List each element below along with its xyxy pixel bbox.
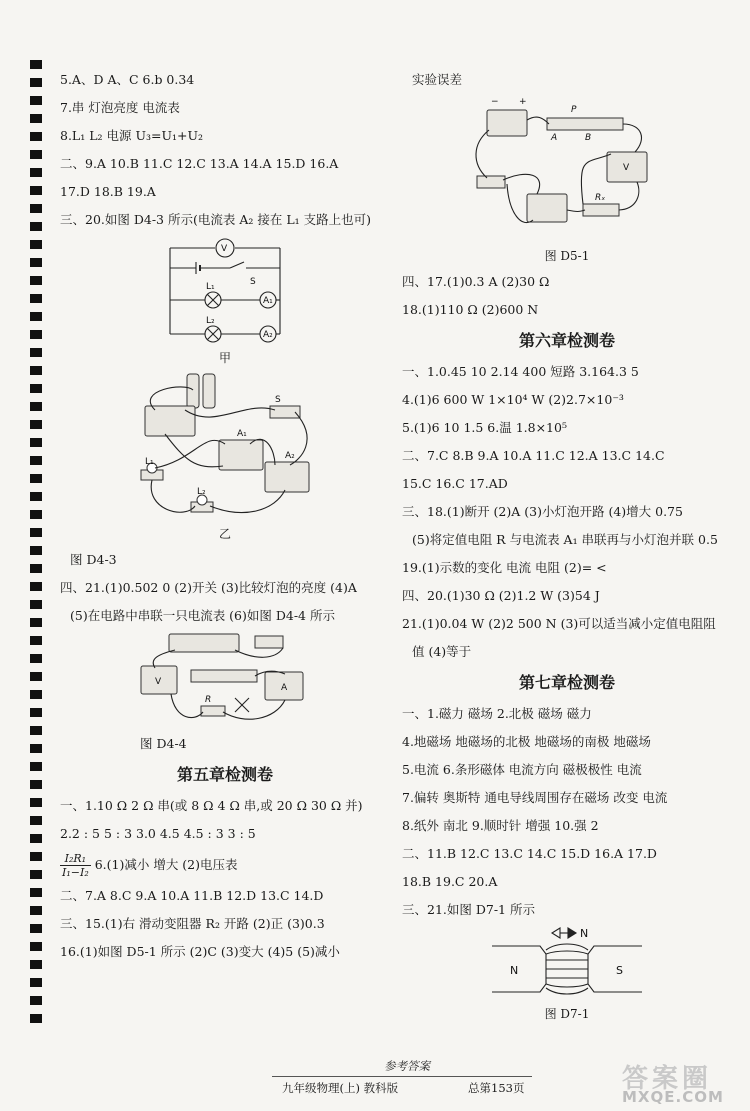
ammeter-a1-label: A₁ <box>263 296 273 306</box>
answer-line: 一、1.磁力 磁场 2.北极 磁场 磁力 <box>402 706 592 721</box>
magnet-s-label: S <box>616 964 623 977</box>
answer-line: 值 (4)等于 <box>412 644 472 659</box>
fraction-numerator: I₂R₁ <box>60 852 91 866</box>
answer-line: 7.偏转 奥斯特 通电导线周围存在磁场 改变 电流 <box>402 790 668 805</box>
answer-line: (5)将定值电阻 R 与电流表 A₁ 串联再与小灯泡并联 0.5 <box>412 532 718 547</box>
needle-n-label: N <box>580 927 589 940</box>
answer-line: 5.电流 6.条形磁体 电流方向 磁极极性 电流 <box>402 762 642 777</box>
magnet-n-label: N <box>510 964 519 977</box>
answer-line: 15.C 16.C 17.AD <box>402 476 508 491</box>
answer-line: 5.A、D A、C 6.b 0.34 <box>60 72 195 87</box>
right-column <box>402 66 732 1026</box>
answer-text: 6.(1)减小 增大 (2)电压表 <box>94 857 238 872</box>
answer-line: 二、9.A 10.B 11.C 12.C 13.A 14.A 15.D 16.A <box>60 156 339 171</box>
answer-line: 实验误差 <box>412 72 463 87</box>
slider-p-label: P <box>571 105 577 115</box>
battery-plus-label: + <box>519 97 527 107</box>
binding-edge-marks <box>30 60 44 1040</box>
answer-line: 17.D 18.B 19.A <box>60 184 156 199</box>
resistor-rx-label: Rₓ <box>595 193 606 203</box>
answer-line: 一、1.10 Ω 2 Ω 串(或 8 Ω 4 Ω 串,或 20 Ω 30 Ω 并) <box>60 798 363 813</box>
svg-text:A: A <box>281 683 288 693</box>
wiring-diagram-yi <box>125 370 325 522</box>
footer-reference-label: 参考答案 <box>384 1059 430 1073</box>
fraction-denominator: I₁−I₂ <box>62 866 89 879</box>
footer-page-number: 总第153页 <box>468 1081 525 1095</box>
chapter5-title: 第五章检测卷 <box>176 765 273 784</box>
fraction <box>60 852 91 879</box>
terminal-a-label: A <box>551 133 558 143</box>
watermark-text: 答案圈 <box>622 1064 713 1094</box>
answer-line: 18.B 19.C 20.A <box>402 874 498 889</box>
voltmeter-label: V <box>221 244 228 254</box>
answer-line: 二、11.B 12.C 13.C 14.C 15.D 16.A 17.D <box>402 846 657 861</box>
answer-line: (5)在电路中串联一只电流表 (6)如图 D4-4 所示 <box>70 608 335 623</box>
watermark <box>618 1058 742 1108</box>
figure-caption-d4-3: 图 D4-3 <box>70 552 117 567</box>
lamp-l1-label: L₁ <box>145 457 154 467</box>
answer-line: 5.(1)6 10 1.5 6.温 1.8×10⁵ <box>402 420 567 435</box>
answer-line-fraction <box>60 848 390 882</box>
answer-line: 4.地磁场 地磁场的北极 地磁场的南极 地磁场 <box>402 734 651 749</box>
wiring-diagram-d4-4 <box>135 630 315 730</box>
answer-line: 18.(1)110 Ω (2)600 N <box>402 302 539 317</box>
wiring-diagram-d5-1 <box>467 94 667 244</box>
chapter7-title: 第七章检测卷 <box>518 673 615 692</box>
answer-line: 2.2 : 5 5 : 3 3.0 4.5 4.5 : 3 3 : 5 <box>60 826 256 841</box>
figure-caption-d5-1: 图 D5-1 <box>544 249 590 263</box>
answer-line: 三、18.(1)断开 (2)A (3)小灯泡开路 (4)增大 0.75 <box>402 504 683 519</box>
answer-line: 4.(1)6 600 W 1×10⁴ W (2)2.7×10⁻³ <box>402 392 624 407</box>
answer-line: 8.L₁ L₂ 电源 U₃=U₁+U₂ <box>60 128 204 143</box>
answer-line: 8.纸外 南北 9.顺时针 增强 10.强 2 <box>402 818 599 833</box>
magnet-field-diagram <box>482 924 652 1002</box>
answer-line: 一、1.0.45 10 2.14 400 短路 3.164.3 5 <box>402 364 639 379</box>
ammeter-a2-label: A₂ <box>285 451 295 461</box>
battery-minus-label: − <box>491 97 499 107</box>
answer-line: 四、20.(1)30 Ω (2)1.2 W (3)54 J <box>402 588 600 603</box>
switch-label: S <box>275 395 281 405</box>
answer-line: 二、7.C 8.B 9.A 10.A 11.C 12.A 13.C 14.C <box>402 448 665 463</box>
answer-line: 16.(1)如图 D5-1 所示 (2)C (3)变大 (4)5 (5)减小 <box>60 944 340 959</box>
switch-label: S <box>250 277 256 287</box>
circuit-diagram-jia <box>160 234 290 346</box>
figure-label-jia: 甲 <box>218 351 231 365</box>
answer-line: 二、7.A 8.C 9.A 10.A 11.B 12.D 13.C 14.D <box>60 888 324 903</box>
figure-caption-d4-4: 图 D4-4 <box>140 736 187 751</box>
left-column <box>60 66 390 966</box>
svg-text:R: R <box>205 695 212 705</box>
figure-label-yi: 乙 <box>218 527 231 541</box>
answer-line: 19.(1)示数的变化 电流 电阻 (2)= < <box>402 560 607 575</box>
footer-rule <box>272 1076 532 1077</box>
ammeter-a2-label: A₂ <box>263 330 273 340</box>
answer-line: 7.串 灯泡亮度 电流表 <box>60 100 180 115</box>
answer-line: 三、21.如图 D7-1 所示 <box>402 902 535 917</box>
footer-book-title: 九年级物理(上) 教科版 <box>282 1081 399 1095</box>
answer-line: 四、21.(1)0.502 0 (2)开关 (3)比较灯泡的亮度 (4)A <box>60 580 357 595</box>
figure-caption-d7-1: 图 D7-1 <box>544 1007 590 1021</box>
answer-line: 三、20.如图 D4-3 所示(电流表 A₂ 接在 L₁ 支路上也可) <box>60 212 371 227</box>
svg-text:V: V <box>155 677 162 687</box>
answer-line: 四、17.(1)0.3 A (2)30 Ω <box>402 274 550 289</box>
lamp-l2-label: L₂ <box>197 487 206 497</box>
voltmeter-label: V <box>623 163 630 173</box>
lamp-l2-label: L₂ <box>206 316 215 326</box>
answer-line: 21.(1)0.04 W (2)2 500 N (3)可以适当减小定值电阻阻 <box>402 616 716 631</box>
chapter6-title: 第六章检测卷 <box>518 331 615 350</box>
terminal-b-label: B <box>585 133 592 143</box>
answer-line: 三、15.(1)右 滑动变阻器 R₂ 开路 (2)正 (3)0.3 <box>60 916 325 931</box>
ammeter-a1-label: A₁ <box>237 429 247 439</box>
lamp-l1-label: L₁ <box>206 282 215 292</box>
watermark-url: MXQE.COM <box>622 1088 724 1106</box>
